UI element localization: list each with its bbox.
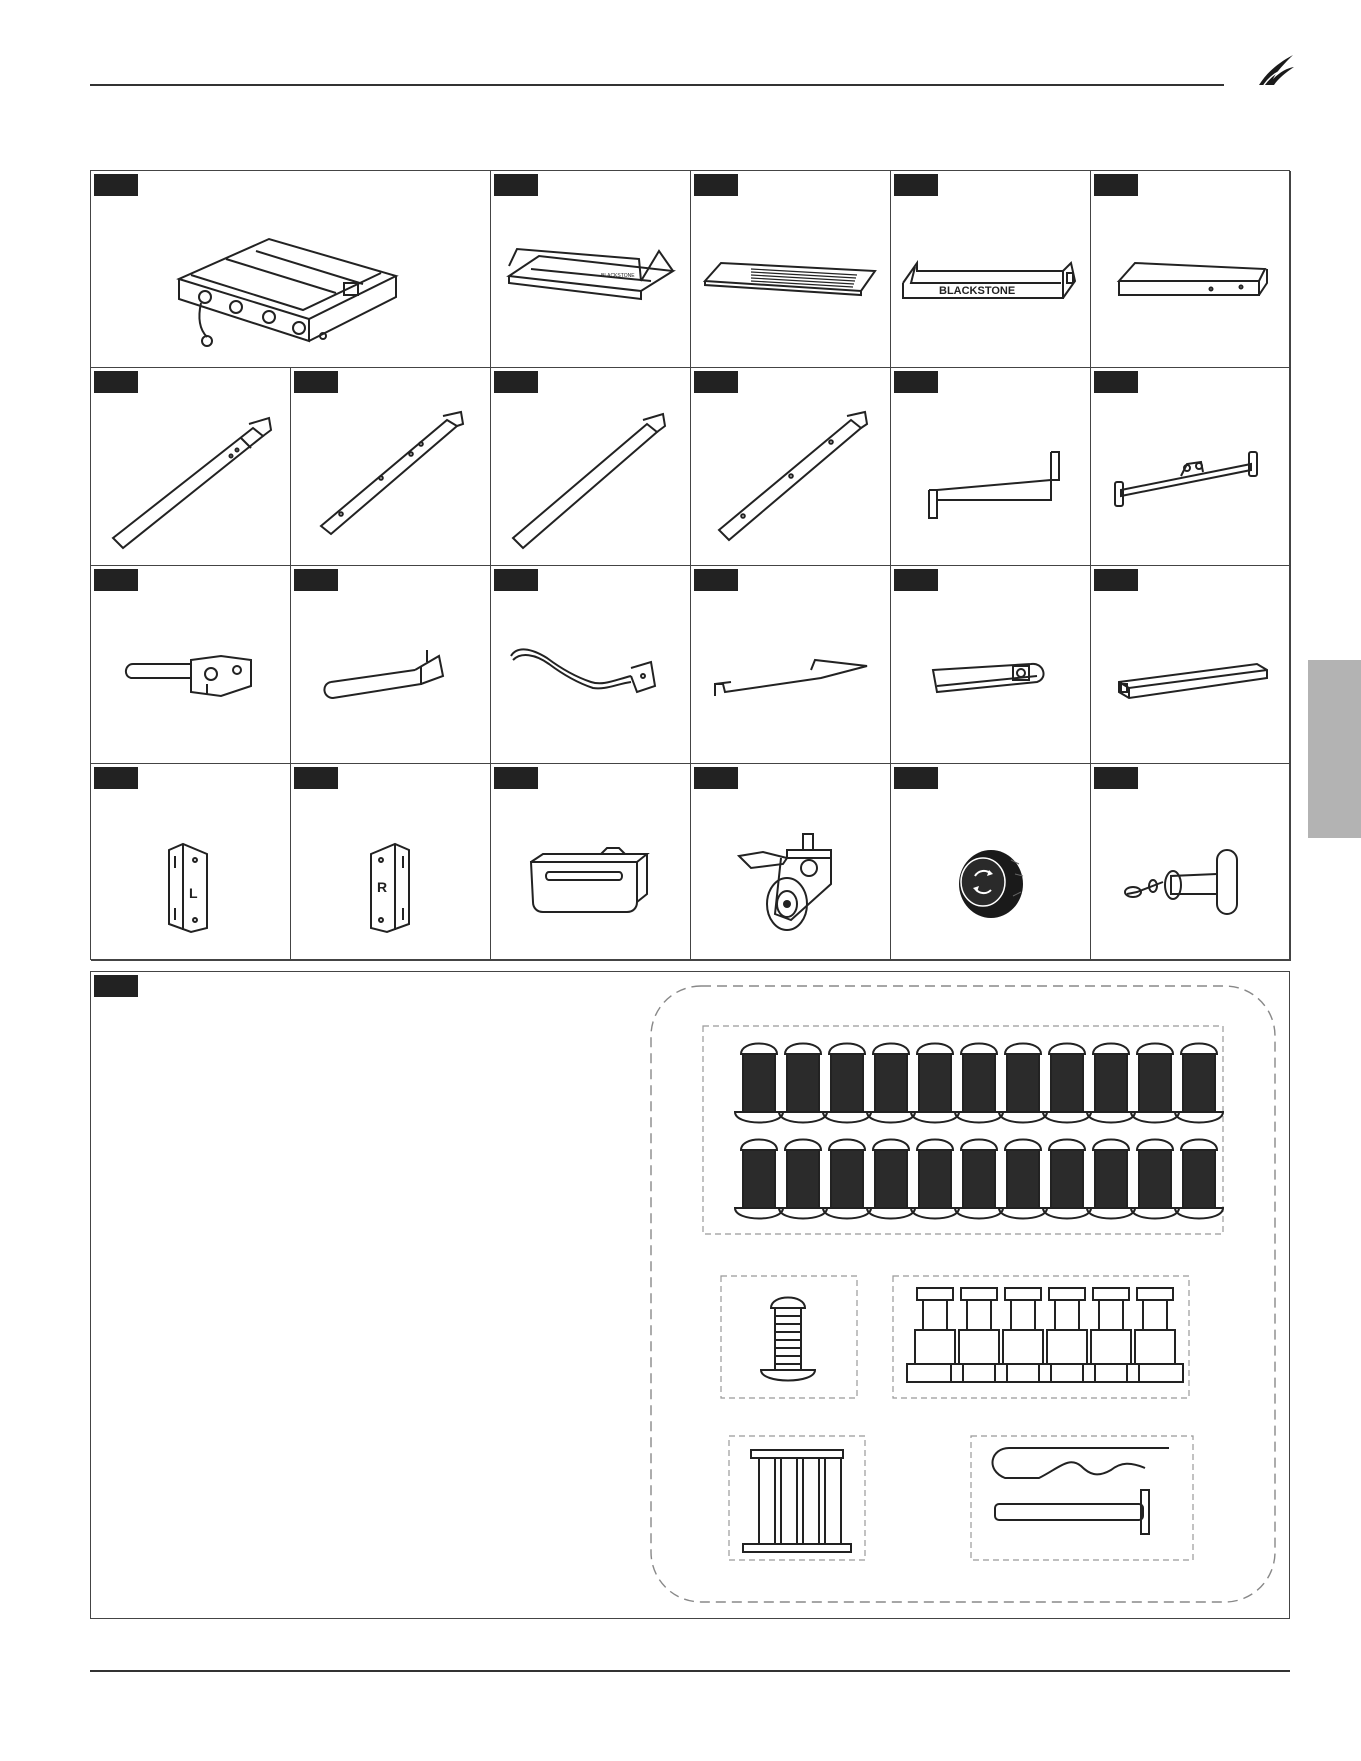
control-knob-icon [891, 764, 1091, 961]
part-cell-1 [91, 171, 491, 368]
part-cell-18 [91, 764, 291, 961]
screw [1175, 1140, 1223, 1219]
part-cell-13 [291, 566, 491, 764]
part-2-lettering: BLACKSTONE [601, 273, 635, 279]
side-drawer-icon [1091, 171, 1291, 368]
caster-wheel-icon [691, 764, 891, 961]
shelf-support-bar-icon [891, 368, 1091, 566]
hitch-pin-and-clevis-icon [993, 1448, 1169, 1534]
part-cell-14 [491, 566, 691, 764]
part-cell-22 [891, 764, 1091, 961]
hook-bracket-icon [91, 566, 291, 764]
part-18-lettering: L [189, 885, 198, 901]
header-rule [90, 84, 1224, 86]
screw [779, 1140, 827, 1219]
screws-row-b-icon [735, 1140, 1223, 1219]
part-cell-5 [1091, 171, 1291, 368]
screw [1087, 1140, 1135, 1219]
pivot-pin-icon [1091, 764, 1291, 961]
bolt [951, 1288, 1007, 1382]
screw [955, 1140, 1003, 1219]
screw [911, 1140, 959, 1219]
screw [1043, 1140, 1091, 1219]
hitch-pin-frame [971, 1436, 1193, 1560]
grease-tray-plate-icon [691, 171, 891, 368]
crossbar-icon [1091, 368, 1291, 566]
screw [1087, 1044, 1135, 1123]
part-19-lettering: R [377, 879, 388, 895]
wire-rod-icon [691, 566, 891, 764]
footer-rule [90, 1670, 1290, 1672]
part-cell-21 [691, 764, 891, 961]
part-cell-12 [91, 566, 291, 764]
wire-hook-bracket-icon [491, 566, 691, 764]
part-cell-10 [891, 368, 1091, 566]
screw [867, 1044, 915, 1123]
screw [823, 1140, 871, 1219]
leg-4-icon [691, 368, 891, 566]
bolt [1083, 1288, 1139, 1382]
parts-grid [90, 170, 1290, 960]
bolt [995, 1288, 1051, 1382]
screw [955, 1044, 1003, 1123]
screw [1131, 1044, 1179, 1123]
bolt [1039, 1288, 1095, 1382]
part-cell-6 [91, 368, 291, 566]
shoulder-bolts-icon [743, 1450, 851, 1552]
leg-1-icon [91, 368, 291, 566]
part-cell-8 [491, 368, 691, 566]
leg-3-icon [491, 368, 691, 566]
square-tube-icon [1091, 566, 1291, 764]
part-cell-4 [891, 171, 1091, 368]
screw [735, 1140, 783, 1219]
leg-2-icon [291, 368, 491, 566]
part-cell-23 [1091, 764, 1291, 961]
left-bracket-icon [91, 764, 291, 961]
handle-bar-icon [891, 566, 1091, 764]
bolt [1127, 1288, 1183, 1382]
screws-row-a-icon [735, 1044, 1223, 1123]
griddle-base-frame-icon [91, 171, 491, 368]
handle-bracket-icon [291, 566, 491, 764]
screw [1175, 1044, 1223, 1123]
part-cell-20 [491, 764, 691, 961]
part-cell-17 [1091, 566, 1291, 764]
griddle-top-with-hood-icon [491, 171, 691, 368]
part-cell-7 [291, 368, 491, 566]
hardware-kit-drawing [91, 972, 1291, 1620]
part-cell-9 [691, 368, 891, 566]
part-cell-3 [691, 171, 891, 368]
part-cell-11 [1091, 368, 1291, 566]
part-cell-16 [891, 566, 1091, 764]
part-4-lettering: BLACKSTONE [939, 285, 1016, 297]
screw [867, 1140, 915, 1219]
grease-cup-icon [491, 764, 691, 961]
blackstone-flame-icon [1256, 52, 1296, 88]
bolt-set-icon [907, 1288, 1183, 1382]
screw [1131, 1140, 1179, 1219]
screw [735, 1044, 783, 1123]
part-cell-2 [491, 171, 691, 368]
bolt [907, 1288, 963, 1382]
section-side-tab [1308, 660, 1361, 838]
single-screw-icon [761, 1298, 815, 1381]
part-cell-19 [291, 764, 491, 961]
screw [911, 1044, 959, 1123]
screw [999, 1044, 1047, 1123]
right-bracket-icon [291, 764, 491, 961]
screw [1043, 1044, 1091, 1123]
screw [779, 1044, 827, 1123]
hardware-kit-panel [90, 971, 1290, 1619]
part-cell-15 [691, 566, 891, 764]
screw [999, 1140, 1047, 1219]
front-shelf-panel-icon [891, 171, 1091, 368]
screw [823, 1044, 871, 1123]
